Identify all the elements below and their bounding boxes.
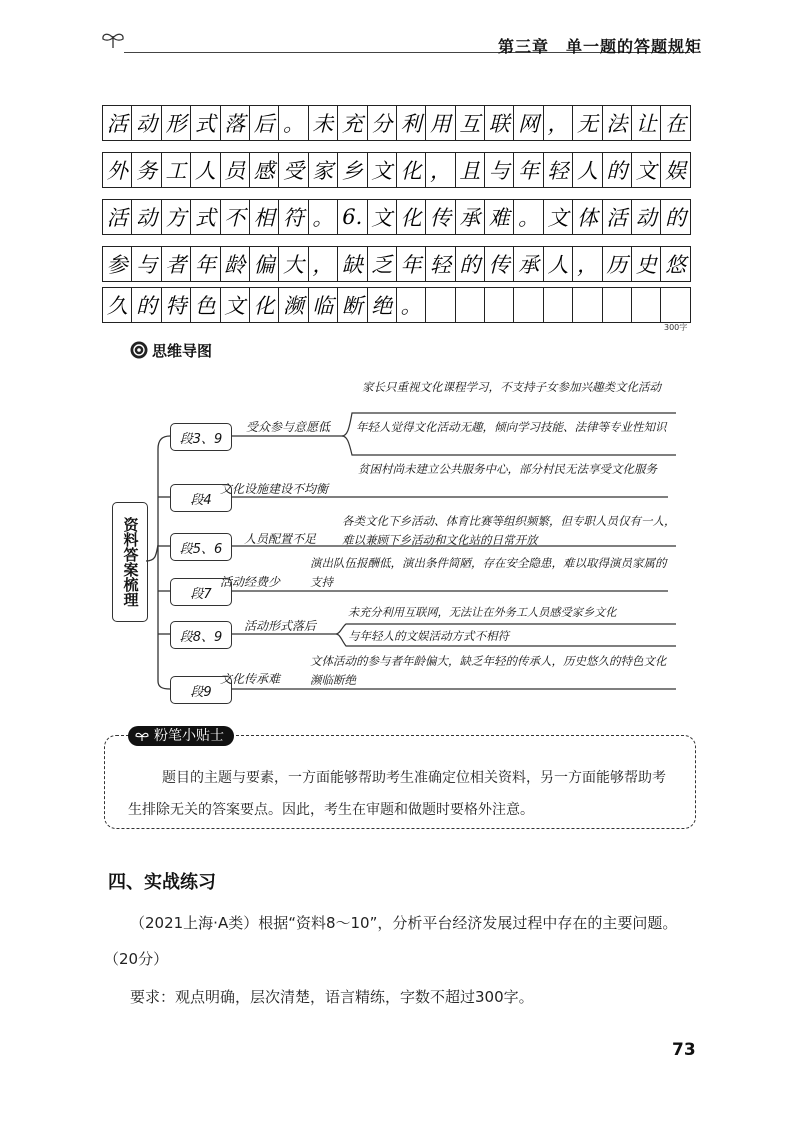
grid-cell: 文 xyxy=(368,200,397,234)
grid-cell: 大 xyxy=(279,247,308,281)
grid-cell: 特 xyxy=(162,288,191,322)
branch-issue: 受众参与意愿低 xyxy=(246,420,331,434)
grid-cell: 娱 xyxy=(661,153,690,187)
grid-cell: 者 xyxy=(162,247,191,281)
branch-para-box: 段9 xyxy=(170,676,232,704)
grid-cell: 感 xyxy=(250,153,279,187)
grid-cell: 家 xyxy=(309,153,338,187)
branch-para-box: 段3、9 xyxy=(170,423,232,451)
grid-cell: 绝 xyxy=(368,288,397,322)
grid-cell: 活 xyxy=(603,200,632,234)
branch-detail: 演出队伍报酬低，演出条件简陋，存在安全隐患，难以取得演员家属的支持 xyxy=(310,556,667,589)
grid-cell: 体 xyxy=(573,200,602,234)
grid-cell: 乡 xyxy=(338,153,367,187)
grid-cell: 乏 xyxy=(368,247,397,281)
grid-cell: 在 xyxy=(661,106,690,140)
grid-cell: 。 xyxy=(279,106,308,140)
grid-cell: 。 xyxy=(309,200,338,234)
sprout-icon xyxy=(135,730,149,742)
grid-cell: 年 xyxy=(191,247,220,281)
grid-cell: 传 xyxy=(485,247,514,281)
grid-cell: 承 xyxy=(514,247,543,281)
grid-cell: 动 xyxy=(132,200,161,234)
grid-cell: 临 xyxy=(309,288,338,322)
grid-cell: 轻 xyxy=(544,153,573,187)
grid-cell: 承 xyxy=(456,200,485,234)
grid-cell: 无 xyxy=(573,106,602,140)
branch-para-box: 段7 xyxy=(170,578,232,606)
grid-cell: 化 xyxy=(250,288,279,322)
branch-para-box: 段4 xyxy=(170,484,232,512)
practice-question: （2021上海·A类）根据“资料8～10”，分析平台经济发展过程中存在的主要问题。（20分） xyxy=(104,914,678,968)
grid-cell: 色 xyxy=(191,288,220,322)
grid-cell: 的 xyxy=(132,288,161,322)
grid-cell: 缺 xyxy=(338,247,367,281)
chapter-title: 第三章 单一题的答题规矩 xyxy=(498,37,703,56)
tip-title: 粉笔小贴士 xyxy=(154,728,224,744)
page-number: 73 xyxy=(672,1040,696,1060)
grid-cell: 且 xyxy=(456,153,485,187)
grid-cell: 年 xyxy=(397,247,426,281)
grid-cell: 受 xyxy=(279,153,308,187)
branch-issue: 活动形式落后 xyxy=(244,619,317,633)
grid-cell: 人 xyxy=(191,153,220,187)
grid-cell: 传 xyxy=(426,200,455,234)
root-label: 资料答案梳理 xyxy=(121,517,140,607)
grid-cell: 动 xyxy=(632,200,661,234)
grid-cell: 工 xyxy=(162,153,191,187)
branch-issue: 人员配置不足 xyxy=(244,532,317,546)
branch-issue: 文化传承难 xyxy=(220,672,281,686)
grid-cell: 文 xyxy=(544,200,573,234)
grid-cell: 符 xyxy=(279,200,308,234)
grid-cell: ， xyxy=(544,106,573,140)
word-count: 300字 xyxy=(664,323,688,332)
tip-text: 题目的主题与要素，一方面能够帮助考生准确定位相关资料，另一方面能够帮助考生排除无关的答案要点。因此，考生在审题和做题时要格外注意。 xyxy=(128,770,666,818)
grid-cell: 轻 xyxy=(426,247,455,281)
grid-cell: 久 xyxy=(103,288,132,322)
mind-map-root xyxy=(112,502,148,622)
grid-cell: 方 xyxy=(162,200,191,234)
grid-cell: 与 xyxy=(485,153,514,187)
grid-cell: 未 xyxy=(309,106,338,140)
branch-detail: 与年轻人的文娱活动方式不相符 xyxy=(348,629,509,643)
practice-requirement: 要求：观点明确，层次清楚，语言精练，字数不超过300字。 xyxy=(130,988,534,1006)
grid-cell: 活 xyxy=(103,106,132,140)
grid-cell: 人 xyxy=(544,247,573,281)
tip-title-badge xyxy=(128,726,234,746)
grid-cell: 动 xyxy=(132,106,161,140)
grid-cell: 联 xyxy=(485,106,514,140)
grid-cell: 式 xyxy=(191,200,220,234)
grid-cell: 年 xyxy=(514,153,543,187)
grid-cell: 史 xyxy=(632,247,661,281)
grid-cell: 相 xyxy=(250,200,279,234)
branch-detail: 家长只重视文化课程学习，不支持子女参加兴趣类文化活动 xyxy=(362,380,661,394)
branch-detail: 文体活动的参与者年龄偏大，缺乏年轻的传承人，历史悠久的特色文化濒临断绝 xyxy=(310,654,667,687)
section-title: 四、实战练习 xyxy=(108,872,216,893)
branch-detail: 贫困村尚未建立公共服务中心，部分村民无法享受文化服务 xyxy=(358,462,657,476)
grid-cell: 与 xyxy=(132,247,161,281)
grid-cell: 的 xyxy=(661,200,690,234)
grid-cell: 分 xyxy=(368,106,397,140)
branch-detail: 年轻人觉得文化活动无趣，倾向学习技能、法律等专业性知识 xyxy=(356,420,667,434)
grid-cell: 员 xyxy=(221,153,250,187)
branch-detail: 各类文化下乡活动、体育比赛等组织频繁，但专职人员仅有一人，难以兼顾下乡活动和文化站的日常开放 xyxy=(342,514,676,547)
grid-cell: 外 xyxy=(103,153,132,187)
grid-cell: 文 xyxy=(368,153,397,187)
grid-cell: 的 xyxy=(603,153,632,187)
grid-cell: 活 xyxy=(103,200,132,234)
grid-cell: 。 xyxy=(397,288,426,322)
grid-cell: 化 xyxy=(397,200,426,234)
grid-cell: 式 xyxy=(191,106,220,140)
grid-cell: ， xyxy=(573,247,602,281)
grid-cell: 用 xyxy=(426,106,455,140)
grid-cell: 后 xyxy=(250,106,279,140)
branch-issue: 文化设施建设不均衡 xyxy=(220,482,329,496)
grid-cell: 6. xyxy=(338,200,367,234)
grid-cell: 文 xyxy=(632,153,661,187)
grid-cell: 历 xyxy=(603,247,632,281)
grid-cell: 的 xyxy=(456,247,485,281)
grid-cell: 让 xyxy=(632,106,661,140)
grid-cell: 偏 xyxy=(250,247,279,281)
grid-cell: 断 xyxy=(338,288,367,322)
grid-cell: 不 xyxy=(221,200,250,234)
branch-para-box: 段5、6 xyxy=(170,533,232,561)
grid-cell: 务 xyxy=(132,153,161,187)
grid-cell: ， xyxy=(426,153,455,187)
grid-cell: 濒 xyxy=(279,288,308,322)
grid-cell: 参 xyxy=(103,247,132,281)
grid-cell: 充 xyxy=(338,106,367,140)
grid-cell: 互 xyxy=(456,106,485,140)
grid-cell: 利 xyxy=(397,106,426,140)
grid-cell: 。 xyxy=(514,200,543,234)
grid-cell: 难 xyxy=(485,200,514,234)
branch-para-box: 段8、9 xyxy=(170,621,232,649)
grid-cell: 文 xyxy=(221,288,250,322)
branch-issue: 活动经费少 xyxy=(220,575,281,589)
grid-cell: 龄 xyxy=(221,247,250,281)
grid-cell: 网 xyxy=(514,106,543,140)
grid-cell: 形 xyxy=(162,106,191,140)
grid-cell: 落 xyxy=(221,106,250,140)
grid-cell: ， xyxy=(309,247,338,281)
branch-detail: 未充分利用互联网，无法让在外务工人员感受家乡文化 xyxy=(348,606,617,619)
grid-cell: 法 xyxy=(603,106,632,140)
grid-cell: 人 xyxy=(573,153,602,187)
grid-cell: 悠 xyxy=(661,247,690,281)
grid-cell: 化 xyxy=(397,153,426,187)
mind-map-title: 思维导图 xyxy=(152,342,213,360)
